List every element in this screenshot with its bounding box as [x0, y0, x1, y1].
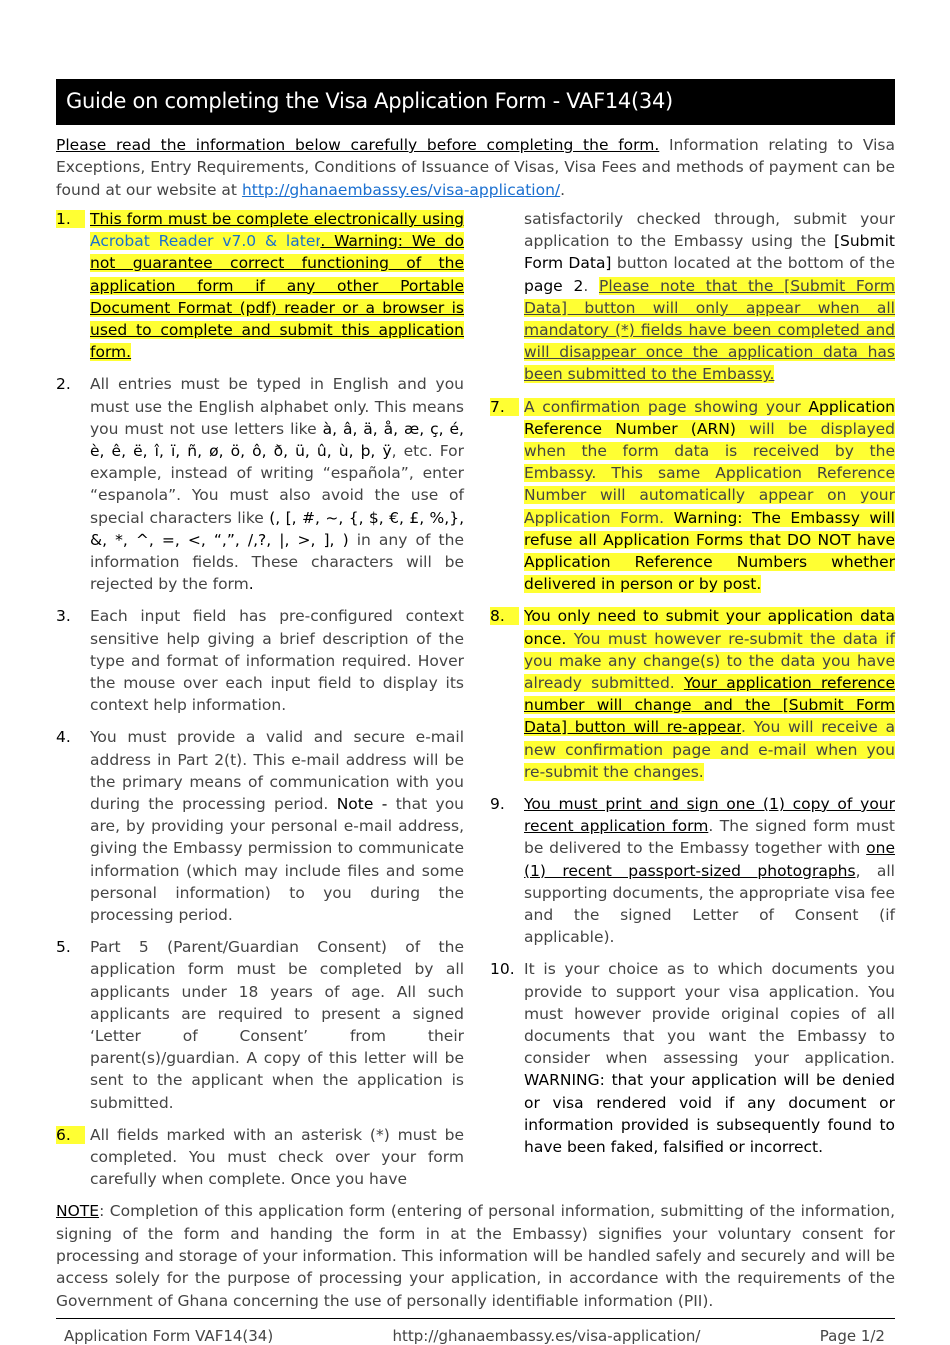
item-text: All entries must be typed in English and you must use the English alphabet only. This means you must not use letters like: [90, 375, 464, 438]
instruction-item-5: [56, 936, 464, 1114]
item-number: 10.: [490, 960, 515, 979]
instruction-item-3: [56, 605, 464, 716]
footer-page-number: Page 1/2: [819, 1326, 885, 1345]
item-lead: You only need to submit your application data once.: [524, 607, 895, 648]
item-number: 9.: [490, 794, 505, 813]
note-label: Note -: [336, 794, 388, 813]
intro-paragraph: [56, 134, 895, 201]
item-text: satisfactorily checked through, submit your application to the Embassy using the: [524, 209, 895, 251]
item-text: , etc. For example, instead of writing “española”, enter “espanola”. You must also avoid the use of special characters like: [90, 441, 465, 527]
item-text: Each input field has pre-configured context sensitive help giving a brief description of the type and format of information required. Hover the mouse over each input field to display its context help information.: [90, 607, 464, 715]
item-text: in any of the information fields. These characters will be rejected by the form: [90, 530, 464, 594]
item-text: , all supporting documents, the appropriate visa fee and the signed Letter of Consent (if applicable).: [524, 861, 895, 947]
page-reference: page 2: [524, 276, 584, 295]
item-number: 6.: [56, 1126, 85, 1144]
item-text-emphasis: one (1) recent passport-sized photographs: [524, 839, 895, 880]
instruction-item-4: [56, 726, 464, 926]
instruction-item-1: [56, 208, 464, 363]
left-column: [56, 208, 464, 1191]
item-text: .: [583, 276, 600, 295]
right-column: [490, 208, 895, 1191]
document-page: [56, 79, 895, 1345]
item-number: 2.: [56, 375, 71, 394]
item-text: You must however re-submit the data if you make any change(s) to the data you have already submitted.: [524, 629, 895, 692]
item-text-highlighted: Please note that the [Submit Form Data] button will only appear when all mandatory (*) fields have been completed and will disappear once the application data has been submitted to the Embassy.: [524, 276, 895, 384]
instruction-item-7: [490, 396, 895, 596]
item-lead: You must print and sign one (1) copy of your recent application form: [524, 794, 895, 836]
item-text: This form must be complete electronically using: [90, 209, 464, 228]
instruction-item-9: [490, 793, 895, 948]
item-number: 8.: [490, 607, 519, 625]
note-text: : Completion of this application form (entering of personal information, submitting of the information, signing of the form and handing the form in at the Embassy) signifies your voluntary consent for processing and storage of your information. This information will be handled safely and securely and will be access solely for the purpose of processing your application, in accordance with the requirements of the Government of Ghana concerning the use of personally identifiable information (PII).: [56, 1202, 895, 1310]
item-number: 3.: [56, 607, 71, 626]
item-number: 1.: [56, 210, 85, 228]
item-text-end: .: [248, 575, 254, 594]
forbidden-letters: à, â, ä, å, æ, ç, é, è, ê, ë, î, ï, ñ, ø, ö, ô, ð, ü, û, ù, þ, ÿ: [90, 419, 464, 460]
note-label: NOTE: [56, 1202, 100, 1221]
instruction-item-10: [490, 958, 895, 1158]
arn-label: Application Reference Number (ARN): [524, 397, 895, 438]
item-text: . You will receive a new confirmation page and e-mail when you re-submit the changes.: [524, 718, 895, 781]
acrobat-reader-link: Acrobat Reader v7.0 & later: [90, 232, 321, 251]
item-number: 4.: [56, 728, 71, 747]
item-text: button located at the bottom of the: [611, 254, 895, 273]
instruction-item-6-continued: [490, 208, 895, 386]
footer-form-id: Application Form VAF14(34): [64, 1326, 274, 1345]
item-text: that you are, by providing your personal e-mail address, giving the Embassy permission to communicate information (which may include files and some personal information) to you during the processing period.: [90, 794, 465, 924]
page-title: Guide on completing the Visa Application Form - VAF14(34): [56, 79, 895, 125]
item-text: Part 5 (Parent/Guardian Consent) of the application form must be completed by all applicants under 18 years of age. All such applicants are required to present a signed ‘Letter of Consent’ from their parent(s)/guardian. A copy of this letter will be sent to the applicant when the application is submitted.: [90, 938, 464, 1112]
intro-end: .: [560, 180, 566, 199]
item-text-emphasis: Your application reference number will change and the [Submit Form Data] button will re-appear: [524, 673, 895, 737]
page-footer: [56, 1319, 895, 1345]
intro-text: Information relating to Visa Exceptions, Entry Requirements, Conditions of Issuance of Visas, Visa Fees and methods of payment can be found at our website at: [56, 136, 895, 199]
item-number: 5.: [56, 938, 71, 957]
item-number: 7.: [490, 398, 519, 416]
item-text: A confirmation page showing your: [524, 397, 809, 416]
submit-form-data-label: [Submit Form Data]: [524, 232, 895, 273]
item-text: It is your choice as to which documents you provide to support your visa application. You must however provide original copies of all documents that you want the Embassy to consider when assessing your application.: [524, 960, 895, 1068]
item-text: will be displayed when the form data is received by the Embassy. This same Application Reference Number will automatically appear on your Application Form.: [524, 419, 895, 527]
instruction-item-2: [56, 373, 464, 595]
instruction-item-6: [56, 1124, 464, 1191]
forbidden-characters: (, [, #, ~, {, $, €, £, %,}, &, *, ^, =, <, “,”, /,?, |, >, ], ): [90, 508, 464, 549]
consent-note: [56, 1200, 895, 1311]
website-link[interactable]: http://ghanaembassy.es/visa-application/: [241, 180, 561, 199]
item-text: All fields marked with an asterisk (*) must be completed. You must check over your form carefully when complete. Once you have: [90, 1125, 464, 1189]
footer-url: http://ghanaembassy.es/visa-application/: [392, 1326, 701, 1345]
intro-lead: Please read the information below carefully before completing the form.: [56, 136, 660, 154]
warning-text: WARNING: that your application will be denied or visa rendered void if any document or information provided is subsequently found to have been faked, falsified or incorrect.: [524, 1071, 895, 1157]
item-text: . Warning: We do not guarantee correct functioning of the application form if any other Portable Document Format (pdf) reader or a browser is used to complete and submit this application form.: [90, 232, 465, 362]
item-text: You must provide a valid and secure e-mail address in Part 2(t). This e-mail address will be the primary means of communication with you during the processing period.: [90, 728, 464, 813]
instruction-columns: [56, 208, 895, 1191]
warning-text: Warning: The Embassy will refuse all Application Forms that DO NOT have Application Reference Numbers whether delivered in person or by post.: [524, 508, 895, 594]
item-text: . The signed form must be delivered to the Embassy together with: [524, 817, 895, 858]
instruction-item-8: [490, 605, 895, 783]
